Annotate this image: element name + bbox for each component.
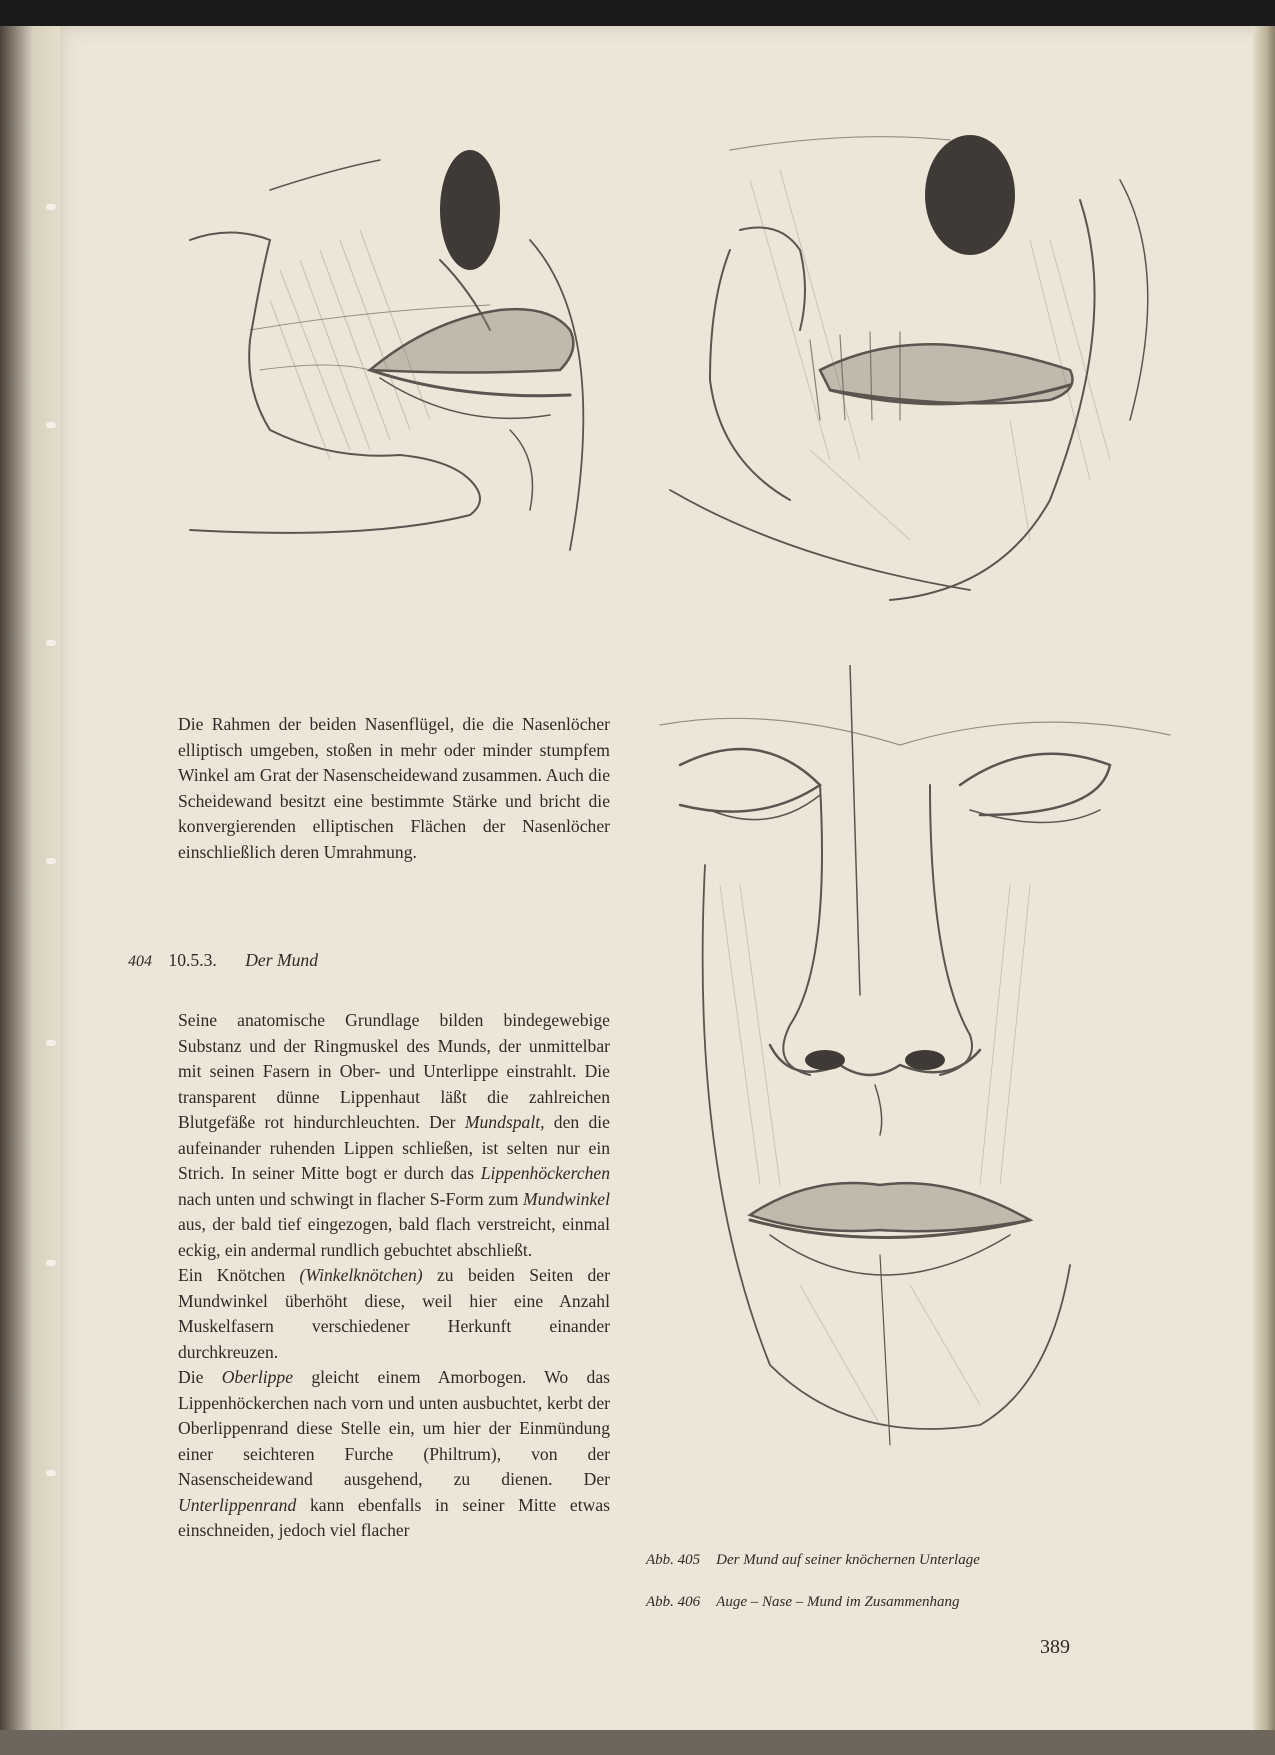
- section-number: 10.5.3.: [168, 950, 217, 970]
- figure-number: Abb. 406: [646, 1594, 701, 1610]
- figure-caption-text: Auge – Nase – Mund im Zusammenhang: [716, 1594, 960, 1610]
- page-number: 389: [1040, 1636, 1070, 1658]
- text-run: zu beiden Seiten der Mundwinkel überhöht diese, weil hier eine Anzahl Muskelfasern verschiedener Herkunft einander durchkreuzen.: [178, 1265, 610, 1362]
- figure-caption-406: [646, 1594, 960, 1611]
- term-lippenhoeckerchen: Lippenhöckerchen: [480, 1163, 610, 1183]
- text-run: aus, der bald tief eingezogen, bald flach verstreicht, einmal eckig, ein andermal rundlich gebuchtet abschließt.: [178, 1214, 610, 1260]
- figure-number: Abb. 405: [646, 1552, 701, 1568]
- scan-bottom-edge: [0, 1730, 1275, 1755]
- section-title: Der Mund: [245, 950, 319, 970]
- term-oberlippe: Oberlippe: [221, 1367, 294, 1387]
- binding-stitch: [46, 1470, 56, 1476]
- binding-stitch: [46, 204, 56, 210]
- scan-top-edge: [0, 0, 1275, 26]
- term-unterlippenrand: Unterlippenrand: [178, 1494, 297, 1515]
- binding-stitch: [46, 858, 56, 864]
- term-mundspalt: Mundspalt,: [464, 1112, 545, 1132]
- mouth-paragraph-3: [178, 1365, 610, 1544]
- page-right-edge: [1253, 26, 1275, 1755]
- nose-paragraph: [178, 712, 610, 865]
- text-run: Seine anatomische Grundlage bilden bindegewebige Substanz und der Ringmuskel des Munds, der unmittelbar mit seinen Fasern in Ober- und Unterlippe einstrahlt. Die transparent dünne Lippenhaut läßt die zahlreichen Blutgefäße rot hindurchleuchten. Der: [178, 1010, 610, 1132]
- text-run: Ein Knötchen: [178, 1265, 300, 1285]
- text-run: gleicht einem Amorbogen. Wo das Lippenhöckerchen nach vorn und unten ausbuchtet, kerbt der Oberlippenrand diese Stelle ein, um hier der Einmündung einer seichteren Furche (Philtrum), von der Nasenscheidewand ausgehend, zu dienen. Der: [178, 1367, 610, 1489]
- face-eyes-nose-mouth-drawing: [650, 665, 1180, 1520]
- figure-caption-405: [646, 1552, 980, 1569]
- mouth-skull-drawing: [650, 120, 1210, 620]
- mouth-profile-drawing: [170, 130, 630, 570]
- text-run: Die: [178, 1367, 222, 1387]
- text-run: kann ebenfalls in seiner Mitte etwas einschneiden, jedoch viel flacher: [178, 1494, 610, 1540]
- text-run: nach unten und schwingt in flacher S-Form zum: [178, 1188, 524, 1209]
- term-winkelknoetchen: (Winkelknötchen): [299, 1265, 423, 1285]
- book-spine: [0, 26, 60, 1755]
- binding-stitch: [46, 1260, 56, 1266]
- binding-stitch: [46, 640, 56, 646]
- term-mundwinkel: Mundwinkel: [523, 1188, 610, 1209]
- text-run: den die aufeinander ruhenden Lippen schließen, ist selten nur ein Strich. In seiner Mitte bogt er durch das: [178, 1112, 610, 1183]
- nose-paragraph-text: Die Rahmen der beiden Nasenflügel, die die Nasenlöcher elliptisch umgeben, stoßen in mehr oder minder stumpfem Winkel am Grat der Nasenscheidewand zusammen. Auch die Scheidewand besitzt eine bestimmte Stärke und bricht die konvergierenden elliptischen Flächen der Nasenlöcher einschließlich deren Umrahmung.: [178, 714, 610, 862]
- margin-reference: 404: [128, 953, 152, 970]
- figure-caption-text: Der Mund auf seiner knöchernen Unterlage: [716, 1552, 980, 1568]
- section-heading: [128, 950, 318, 971]
- mouth-section-text: [178, 1008, 610, 1544]
- binding-stitch: [46, 1040, 56, 1046]
- binding-stitch: [46, 422, 56, 428]
- mouth-paragraph-1: [178, 1008, 610, 1263]
- mouth-paragraph-2: [178, 1263, 610, 1365]
